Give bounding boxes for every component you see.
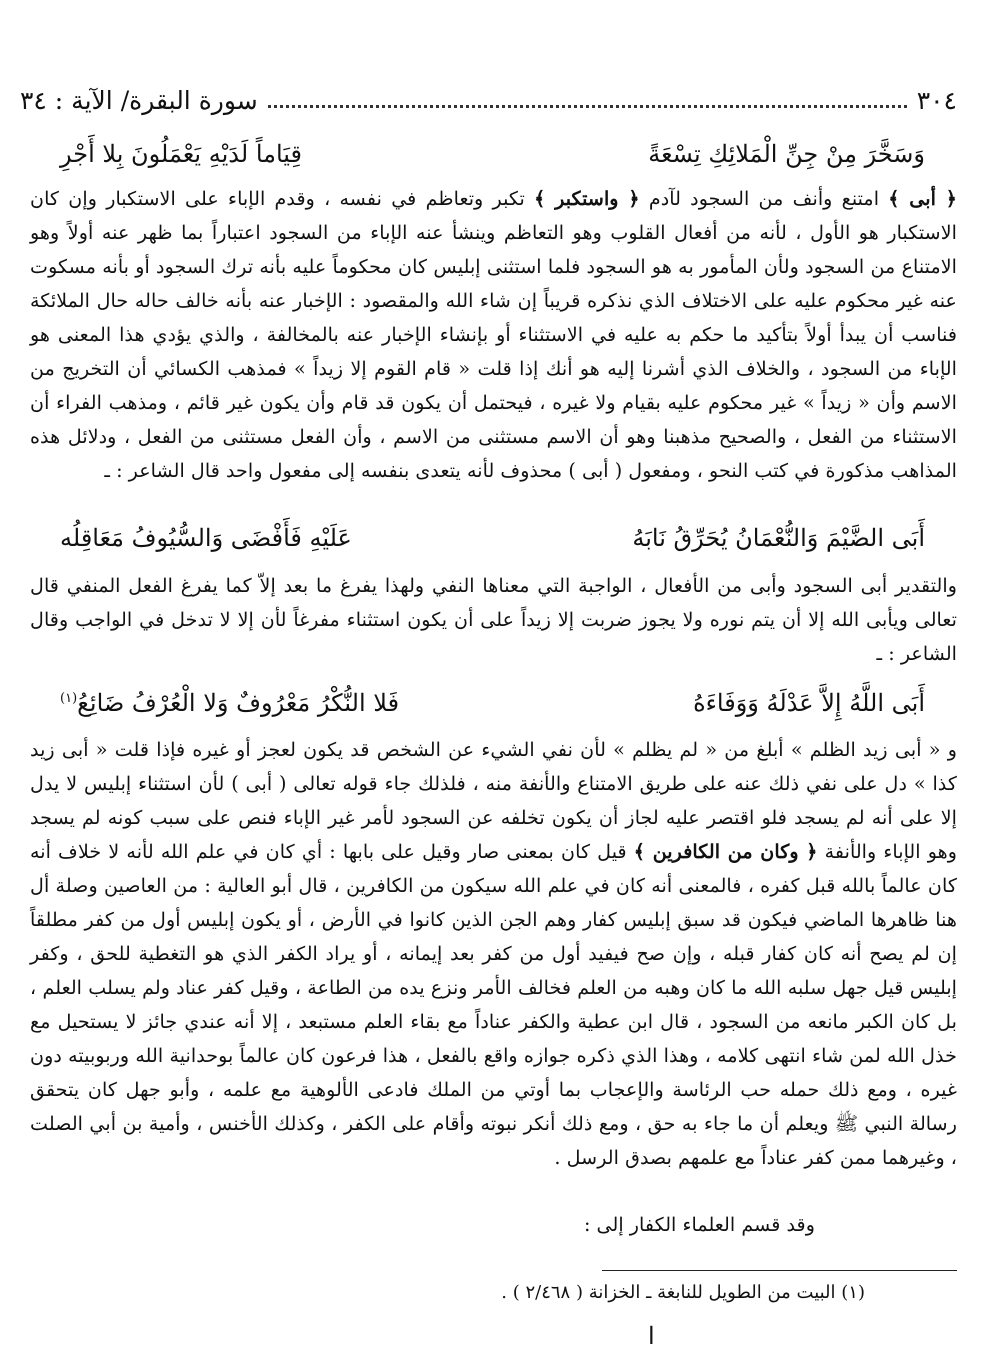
poetry-verse-1 [60,134,925,174]
quranic-term: ﴿ وكان من الكافرين ﴾ [633,840,818,863]
running-header [20,80,957,120]
page-number: ٣٠٤ [916,85,957,115]
poetry-verse-3 [60,683,925,723]
quranic-term: ﴿ واستكبر ﴾ [534,187,640,210]
poetry-verse-2 [60,518,925,558]
paragraph-text: تكبر وتعاظم في نفسه ، وقدم الإباء على الاستكبار وإن كان الاستكبار هو الأول ، لأنه من أفعال القلوب وهو التعاظم وينشأ عنه الإباء من السجود اعتباراً بما ظهر عنه أولاً وهو الامتناع من السجود ولأن المأمور به هو السجود فلما استثنى إبليس كان محكوماً عليه بأنه ترك السجود أو بأنه مسكوت عنه غير محكوم عليه على الاختلاف الذي نذكره قريباً إن شاء الله والمقصود : الإخبار عنه بأنه خالف حاله حال الملائكة فناسب أن يبدأ أولاً بتأكيد ما حكم به عليه في الاستثناء أو بإنشاء الإخبار عنه بالمخالفة ، والذي يؤدي هذا المعنى هو الإباء من السجود ، والخلاف الذي أشرنا إليه هو أنك إذا قلت « قام القوم إلا زيداً » فمذهب الكسائي أن التخريج من الاسم وأن « زيداً » غير محكوم عليه بقيام ولا غيره ، فيحتمل أن يكون قد قام وأن يكون غير قائم ، ومذهب الفراء أن الاستثناء من الفعل ، والصحيح مذهبنا وهو أن الاسم مستثنى من الاسم ، وأن الفعل مستثنى من الفعل ، ودلائل هذه المذاهب مذكورة في كتب النحو ، ومفعول ( أبى ) محذوف لأنه يتعدى بنفسه إلى مفعول واحد قال الشاعر : ـ [30,187,957,482]
page-bottom-mark: ا [648,1322,655,1350]
paragraph-text: امتنع وأنف من السجود لآدم [639,187,889,210]
paragraph-4 [30,1208,815,1242]
verse-first-hemistich: وَسَخَّرَ مِنْ جِنِّ الْمَلائِكِ تِسْعَةً [648,140,925,168]
verse-second-hemistich [60,689,399,717]
surah-title: سورة البقرة/ الآية : ٣٤ [20,85,258,115]
footnote-marker: (١) [60,691,78,706]
paragraph-text: قيل كان بمعنى صار وقيل على بابها : أي كان في علم الله لأنه لا خلاف أنه كان عالماً بالله قبل كفره ، فالمعنى أنه كان في علم الله سيكون من الكافرين ، قال أبو العالية : من العاصين وصلة أل هنا ظاهرها الماضي فيكون قد سبق إبليس كفار وهم الجن الذين كانوا في الأرض ، أو يكون إبليس أول من كفر مطلقاً إن لم يصح أنه كان كفار قبله ، وإن صح فيفيد أول من كفر بعد إيمانه ، أو يراد الكفر الذي هو التغطية للحق ، وكفر إبليس قيل جهل سلبه الله ما كان وهبه من العلم فخالف الأمر ونزع يده من الطاعة ، وقيل كفر عناد ولم يسلب العلم ، بل كان الكبر مانعه من السجود ، قال ابن عطية والكفر عناداً مع بقاء العلم مستبعد ، إلا أنه عندي جائز لا يستحيل مع خذل الله لمن شاء انتهى كلامه ، وهذا الذي ذكره جوازه واقع بالفعل ، هذا فرعون كان عالماً بوحدانية الله وربوبيته دون غيره ، ومع ذلك حمله حب الرئاسة والإعجاب بما أوتي من الملك فادعى الألوهية مع علمه ، وأبو جهل كان يتحقق رسالة النبي ﷺ ويعلم أن ما جاء به حق ، ومع ذلك أنكر نبوته وأقام على الكفر ، وكذلك الأخنس ، وأمية بن أبي الصلت ، وغيرهما ممن كفر عناداً مع علمهم بصدق الرسل . [30,840,957,1169]
verse-second-hemistich: عَلَيْهِ فَأَفْضَى وَالسُّيُوفُ مَعَاقِلُه [60,524,352,552]
footnote-separator [602,1270,957,1271]
paragraph-text: والتقدير أبى السجود وأبى من الأفعال ، الواجبة التي معناها النفي ولهذا يفرغ ما بعد إلاّ كما يفرغ الفعل المنفي قال تعالى ويأبى الله إلا أن يتم نوره ولا يجوز ضربت إلا زيداً على أن يكون استثناء مفرغاً لأن إلا لا تدخل في الواجب وقال الشاعر : ـ [30,574,957,665]
paragraph-3 [30,733,957,1175]
paragraph-text: وقد قسم العلماء الكفار إلى : [583,1213,815,1236]
footnote: (١) البيت من الطويل للنابغة ـ الخزانة ( ٢/٤٦٨ ) . [501,1282,865,1303]
verse-first-hemistich: أَبَى اللَّهُ إِلاَّ عَدْلَهُ وَوَفَاءَهُ [693,689,925,717]
paragraph-2 [30,569,957,671]
paragraph-1 [30,182,957,488]
paragraph-text: و « أبى زيد الظلم » أبلغ من « لم يظلم » لأن نفي الشيء عن الشخص قد يكون لعجز أو غيره فإذا قلت « أبى زيد كذا » دل على نفي ذلك عنه على طريق الامتناع والأنفة منه ، فلذلك جاء قوله تعالى ( أبى ) لأن استثناء إبليس لا يدل إلا على أنه لم يسجد فلو اقتصر عليه لجاز أن يكون تخلفه عن السجود لأمر غير الإباء فنص على سبب كونه لم يسجد وهو الإباء والأنفة [30,738,957,863]
verse-text: فَلا النُّكْرُ مَعْرُوفٌ وَلا الْعُرْفُ ضَائِعُ [77,689,400,717]
header-dot-leader [268,105,907,108]
quranic-term: ﴿ أبى ﴾ [888,187,957,210]
verse-second-hemistich: قِيَاماً لَدَيْهِ يَعْمَلُونَ بِلا أَجْرِ [60,140,303,168]
verse-first-hemistich: أَبَى الضَّيْمَ وَالنُّعْمَانُ يُحَرِّقُ نَابَهُ [632,524,925,552]
